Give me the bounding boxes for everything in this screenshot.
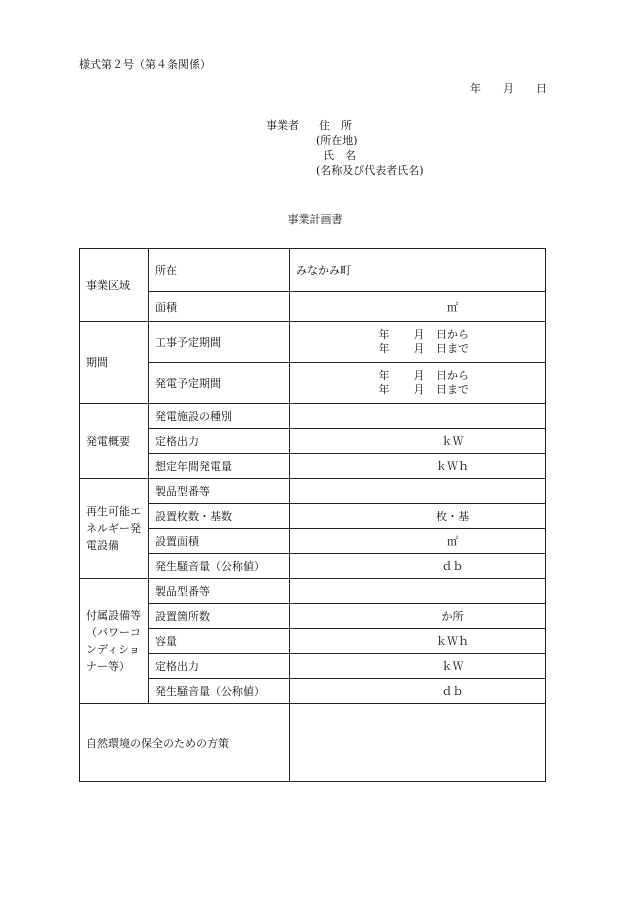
construction-period-value: 年 月 日から 年 月 日まで	[290, 322, 546, 363]
auxiliary-capacity-label: 容量	[149, 629, 290, 654]
auxiliary-capacity-value: ｋＷｈ	[290, 629, 546, 654]
auxiliary-model-label: 製品型番等	[149, 579, 290, 604]
annual-generation-label: 想定年間発電量	[149, 454, 290, 479]
construction-period-label: 工事予定期間	[149, 322, 290, 363]
table-row	[80, 679, 546, 704]
table-row	[80, 249, 546, 292]
table-row	[80, 504, 546, 529]
date-day: 日	[536, 82, 547, 95]
location-value: みなかみ町	[290, 249, 546, 292]
document-title: 事業計画書	[287, 213, 343, 226]
area-size-value: ㎡	[290, 292, 546, 322]
category-generation: 発電概要	[80, 404, 149, 479]
auxiliary-noise-value: ｄｂ	[290, 679, 546, 704]
auxiliary-rated-output-value: ｋＷ	[290, 654, 546, 679]
renewable-model-value	[290, 479, 546, 504]
rated-output-label: 定格出力	[149, 429, 290, 454]
category-area: 事業区域	[80, 249, 149, 322]
category-period: 期間	[80, 322, 149, 404]
table-row	[80, 629, 546, 654]
generation-period-label: 発電予定期間	[149, 363, 290, 404]
date-year: 年	[470, 82, 481, 95]
auxiliary-noise-label: 発生騒音量（公称値）	[149, 679, 290, 704]
table-row	[80, 292, 546, 322]
date-line	[470, 80, 547, 96]
renewable-count-label: 設置枚数・基数	[149, 504, 290, 529]
date-month: 月	[503, 82, 514, 95]
applicant-address-label: 住 所	[319, 119, 352, 132]
auxiliary-model-value	[290, 579, 546, 604]
table-row	[80, 554, 546, 579]
form-number: 様式第２号（第４条関係）	[79, 58, 211, 71]
table-row	[80, 322, 546, 363]
table-row	[80, 404, 546, 429]
table-row	[80, 579, 546, 604]
auxiliary-count-value: か所	[290, 604, 546, 629]
applicant-label: 事業者	[266, 119, 299, 132]
renewable-area-value: ㎡	[290, 529, 546, 554]
facility-type-label: 発電施設の種別	[149, 404, 290, 429]
annual-generation-value: ｋＷｈ	[290, 454, 546, 479]
renewable-noise-label: 発生騒音量（公称値）	[149, 554, 290, 579]
applicant-name-note: (名称及び代表者氏名)	[316, 164, 424, 177]
applicant-block	[266, 118, 424, 178]
renewable-count-value: 枚・基	[290, 504, 546, 529]
rated-output-value: ｋＷ	[290, 429, 546, 454]
table-row	[80, 654, 546, 679]
plan-table	[79, 248, 546, 782]
table-row	[80, 529, 546, 554]
category-auxiliary: 付属設備等（パワーコンディショナー等）	[80, 579, 149, 704]
area-size-label: 面積	[149, 292, 290, 322]
table-row	[80, 604, 546, 629]
environment-label: 自然環境の保全のための方策	[80, 704, 290, 782]
facility-type-value	[290, 404, 546, 429]
category-renewable: 再生可能エネルギー発電設備	[80, 479, 149, 579]
auxiliary-count-label: 設置箇所数	[149, 604, 290, 629]
generation-period-value: 年 月 日から 年 月 日まで	[290, 363, 546, 404]
auxiliary-rated-output-label: 定格出力	[149, 654, 290, 679]
renewable-noise-value: ｄｂ	[290, 554, 546, 579]
environment-value	[290, 704, 546, 782]
renewable-area-label: 設置面積	[149, 529, 290, 554]
renewable-model-label: 製品型番等	[149, 479, 290, 504]
table-row	[80, 429, 546, 454]
table-row	[80, 704, 546, 782]
applicant-address-note: (所在地)	[316, 134, 358, 147]
applicant-name-label: 氏 名	[323, 149, 356, 162]
table-row	[80, 454, 546, 479]
table-row	[80, 479, 546, 504]
table-row	[80, 363, 546, 404]
location-label: 所在	[149, 249, 290, 292]
